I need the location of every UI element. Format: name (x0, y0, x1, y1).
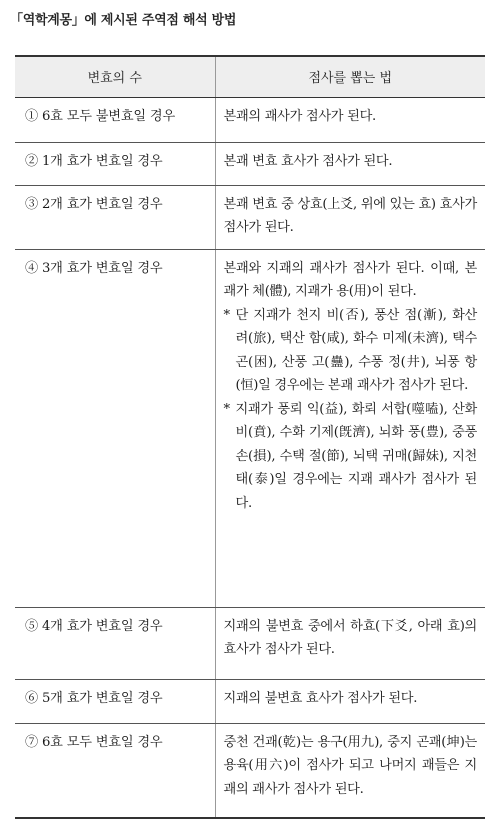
row-count: ⑤ 4개 효가 변효일 경우 (15, 607, 215, 679)
table-row (15, 679, 485, 723)
row-count: ⑥ 5개 효가 변효일 경우 (15, 679, 215, 723)
row-count: ③ 2개 효가 변효일 경우 (15, 185, 215, 249)
row-count: ⑦ 6효 모두 변효일 경우 (15, 723, 215, 818)
document-title: 「역학계몽」에 제시된 주역점 해석 방법 (10, 13, 237, 28)
divination-method-table (15, 55, 485, 819)
note-marker: * (223, 307, 230, 323)
table-header (15, 56, 485, 97)
table-row (15, 607, 485, 679)
table-row (15, 249, 485, 607)
row-method-cell (215, 249, 485, 607)
table-row (15, 185, 485, 249)
row-method: 중천 건괘(乾)는 용구(用九), 중지 곤괘(坤)는 용육(用六)이 점사가 되고 나머지 괘들은 지괘의 괘사가 점사가 된다. (215, 723, 485, 818)
header-method: 점사를 뽑는 법 (215, 56, 485, 97)
exception-note (224, 304, 478, 398)
table-row (15, 97, 485, 142)
row-method: 지괘의 불변효 중에서 하효(下爻, 아래 효)의 효사가 점사가 된다. (215, 607, 485, 679)
row-method: 지괘의 불변효 효사가 점사가 된다. (215, 679, 485, 723)
row-method: 본괘의 괘사가 점사가 된다. (215, 97, 485, 142)
table-row (15, 142, 485, 185)
note-text: 지괘가 풍뢰 익(益), 화뢰 서합(噬嗑), 산화 비(賁), 수화 기제(旣濟), 뇌화 풍(豊), 중풍 손(損), 수택 절(節), 뇌택 귀매(歸妹), 지천 태(泰)일 경우에는 지괘 괘사가 점사가 된다. (235, 401, 477, 511)
row-method: 본괘와 지괘의 괘사가 점사가 된다. 이때, 본괘가 체(體), 지괘가 용(用)이 된다. (223, 260, 477, 299)
table-row (15, 723, 485, 818)
row-count: ② 1개 효가 변효일 경우 (15, 142, 215, 185)
note-text: 단 지괘가 천지 비(否), 풍산 점(漸), 화산 려(旅), 택산 함(咸), 화수 미제(未濟), 택수 곤(困), 산풍 고(蠱), 수풍 정(井), 뇌풍 항(恒)일 경우에는 본괘 괘사가 점사가 된다. (235, 307, 477, 393)
note-marker: * (223, 401, 230, 417)
row-method: 본괘 변효 중 상효(上爻, 위에 있는 효) 효사가 점사가 된다. (215, 185, 485, 249)
header-change-count: 변효의 수 (15, 56, 215, 97)
row-count: ④ 3개 효가 변효일 경우 (15, 249, 215, 607)
exception-note (224, 398, 478, 516)
row-count: ① 6효 모두 불변효일 경우 (15, 97, 215, 142)
row-method: 본괘 변효 효사가 점사가 된다. (215, 142, 485, 185)
